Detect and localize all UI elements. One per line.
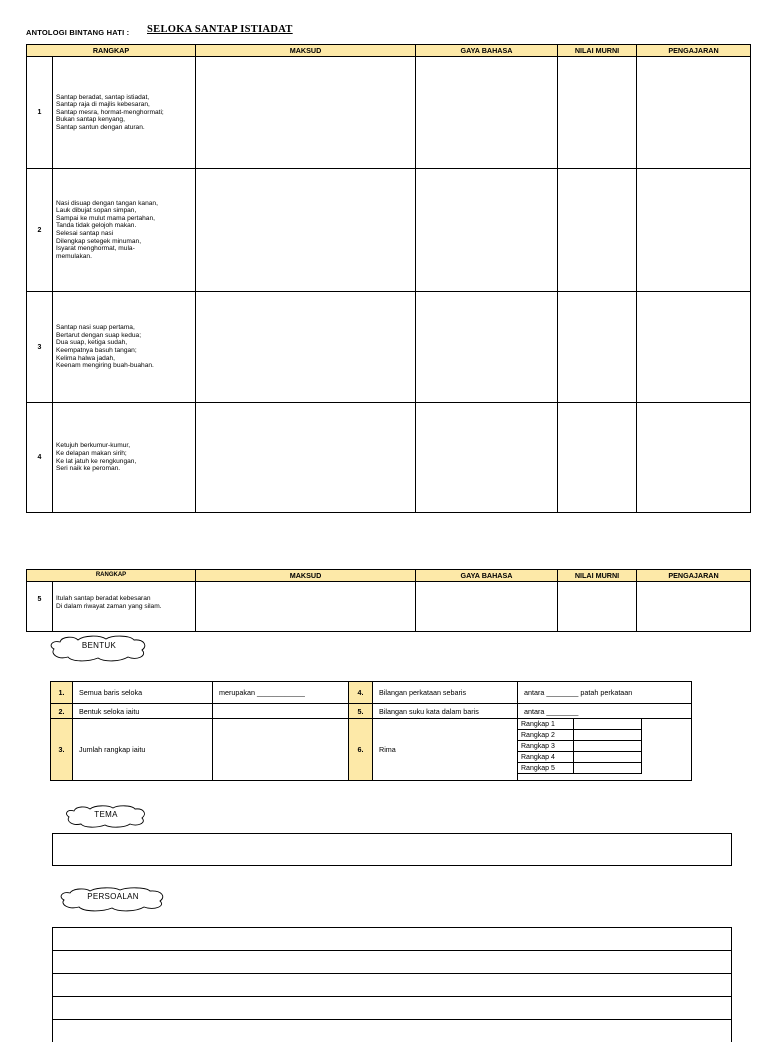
rima-answer[interactable] <box>574 741 642 752</box>
gaya-bahasa-cell[interactable] <box>416 57 558 169</box>
bentuk-num: 5. <box>349 704 373 719</box>
tema-label: TEMA <box>94 810 118 819</box>
nilai-murni-cell[interactable] <box>558 403 637 513</box>
bentuk-answer[interactable] <box>213 704 349 719</box>
stanza-text: Ketujuh berkumur-kumur, Ke delapan makan sirih; Ke lat jatuh ke rengkungan, Seri naik ke peroman. <box>53 403 196 513</box>
rangkap-label: Rangkap 1 <box>518 719 574 730</box>
gaya-bahasa-cell[interactable] <box>416 292 558 403</box>
persoalan-line[interactable] <box>52 996 732 1019</box>
bentuk-num: 4. <box>349 682 373 704</box>
stanza-number: 3 <box>27 292 53 403</box>
bentuk-num: 1. <box>51 682 73 704</box>
maksud-cell[interactable] <box>196 403 416 513</box>
persoalan-label: PERSOALAN <box>87 892 139 901</box>
col-header-rangkap: RANGKAP <box>27 45 196 57</box>
rima-answer[interactable] <box>574 730 642 741</box>
bentuk-label: Rima <box>373 719 518 781</box>
maksud-cell[interactable] <box>196 57 416 169</box>
stanza-number: 5 <box>27 582 53 632</box>
bentuk-answer[interactable] <box>213 719 349 781</box>
bentuk-num: 3. <box>51 719 73 781</box>
col-header-pengajaran: PENGAJARAN <box>637 45 751 57</box>
bentuk-label: Bilangan perkataan sebaris <box>373 682 518 704</box>
rima-cell <box>518 719 692 781</box>
rangkap-label: Rangkap 5 <box>518 763 574 774</box>
bentuk-answer[interactable]: antara ________ <box>518 704 692 719</box>
table-row <box>27 169 751 292</box>
bentuk-label: Semua baris seloka <box>73 682 213 704</box>
persoalan-line[interactable] <box>52 950 732 973</box>
stanza-table <box>26 44 751 513</box>
bentuk-label: Bilangan suku kata dalam baris <box>373 704 518 719</box>
col-header-nilai-murni: NILAI MURNI <box>558 570 637 582</box>
pengajaran-cell[interactable] <box>637 169 751 292</box>
gaya-bahasa-cell[interactable] <box>416 582 558 632</box>
col-header-rangkap: RANGKAP <box>27 570 196 582</box>
bentuk-num: 6. <box>349 719 373 781</box>
stanza-5-table <box>26 569 751 632</box>
bentuk-num: 2. <box>51 704 73 719</box>
rangkap-label: Rangkap 2 <box>518 730 574 741</box>
table-row <box>27 292 751 403</box>
tema-answer-box[interactable] <box>52 833 732 866</box>
stanza-text: Itulah santap beradat kebesaran Di dalam riwayat zaman yang silam. <box>53 582 196 632</box>
nilai-murni-cell[interactable] <box>558 582 637 632</box>
persoalan-line[interactable] <box>52 973 732 996</box>
page-title: SELOKA SANTAP ISTIADAT <box>147 24 293 35</box>
stanza-number: 2 <box>27 169 53 292</box>
bentuk-label: Bentuk seloka iaitu <box>73 704 213 719</box>
stanza-number: 4 <box>27 403 53 513</box>
pengajaran-cell[interactable] <box>637 292 751 403</box>
rima-answer[interactable] <box>574 719 642 730</box>
bentuk-cloud <box>48 634 150 662</box>
persoalan-line[interactable] <box>52 1019 732 1042</box>
rima-table <box>517 718 642 774</box>
nilai-murni-cell[interactable] <box>558 57 637 169</box>
table-row <box>27 403 751 513</box>
bentuk-answer[interactable]: merupakan ____________ <box>213 682 349 704</box>
table-row <box>27 57 751 169</box>
persoalan-line[interactable] <box>52 927 732 950</box>
persoalan-answer-lines <box>52 927 732 1042</box>
col-header-gaya-bahasa: GAYA BAHASA <box>416 570 558 582</box>
rima-answer[interactable] <box>574 752 642 763</box>
col-header-nilai-murni: NILAI MURNI <box>558 45 637 57</box>
bentuk-answer[interactable]: antara ________ patah perkataan <box>518 682 692 704</box>
col-header-maksud: MAKSUD <box>196 45 416 57</box>
nilai-murni-cell[interactable] <box>558 169 637 292</box>
table-row <box>27 582 751 632</box>
stanza-text: Santap nasi suap pertama, Bertarut dengan suap kedua; Dua suap, ketiga sudah, Keempatnya basuh tangan; Kelima halwa jadah, Keenam mengiring buah-buahan. <box>53 292 196 403</box>
gaya-bahasa-cell[interactable] <box>416 403 558 513</box>
stanza-text: Nasi disuap dengan tangan kanan, Lauk dibujat sopan simpan, Sampai ke mulut mama pertahan, Tanda tidak gelojoh makan. Selesai santap nasi Dilengkap setegek minuman, Isyarat menghormat, mula- memulakan. <box>53 169 196 292</box>
tema-cloud <box>64 804 148 828</box>
pengajaran-cell[interactable] <box>637 403 751 513</box>
pengajaran-cell[interactable] <box>637 57 751 169</box>
bentuk-label: BENTUK <box>81 641 117 650</box>
stanza-text: Santap beradat, santap istiadat, Santap raja di majlis kebesaran, Santap mesra, hormat-menghormati; Bukan santap kenyang, Santap santun dengan aturan. <box>53 57 196 169</box>
col-header-pengajaran: PENGAJARAN <box>637 570 751 582</box>
rima-answer[interactable] <box>574 763 642 774</box>
persoalan-cloud <box>58 886 168 912</box>
maksud-cell[interactable] <box>196 292 416 403</box>
anthology-label: ANTOLOGI BINTANG HATI : <box>26 28 130 37</box>
bentuk-table <box>50 681 692 781</box>
stanza-number: 1 <box>27 57 53 169</box>
gaya-bahasa-cell[interactable] <box>416 169 558 292</box>
rangkap-label: Rangkap 4 <box>518 752 574 763</box>
nilai-murni-cell[interactable] <box>558 292 637 403</box>
bentuk-label: Jumlah rangkap iaitu <box>73 719 213 781</box>
col-header-maksud: MAKSUD <box>196 570 416 582</box>
pengajaran-cell[interactable] <box>637 582 751 632</box>
rangkap-label: Rangkap 3 <box>518 741 574 752</box>
maksud-cell[interactable] <box>196 169 416 292</box>
col-header-gaya-bahasa: GAYA BAHASA <box>416 45 558 57</box>
maksud-cell[interactable] <box>196 582 416 632</box>
